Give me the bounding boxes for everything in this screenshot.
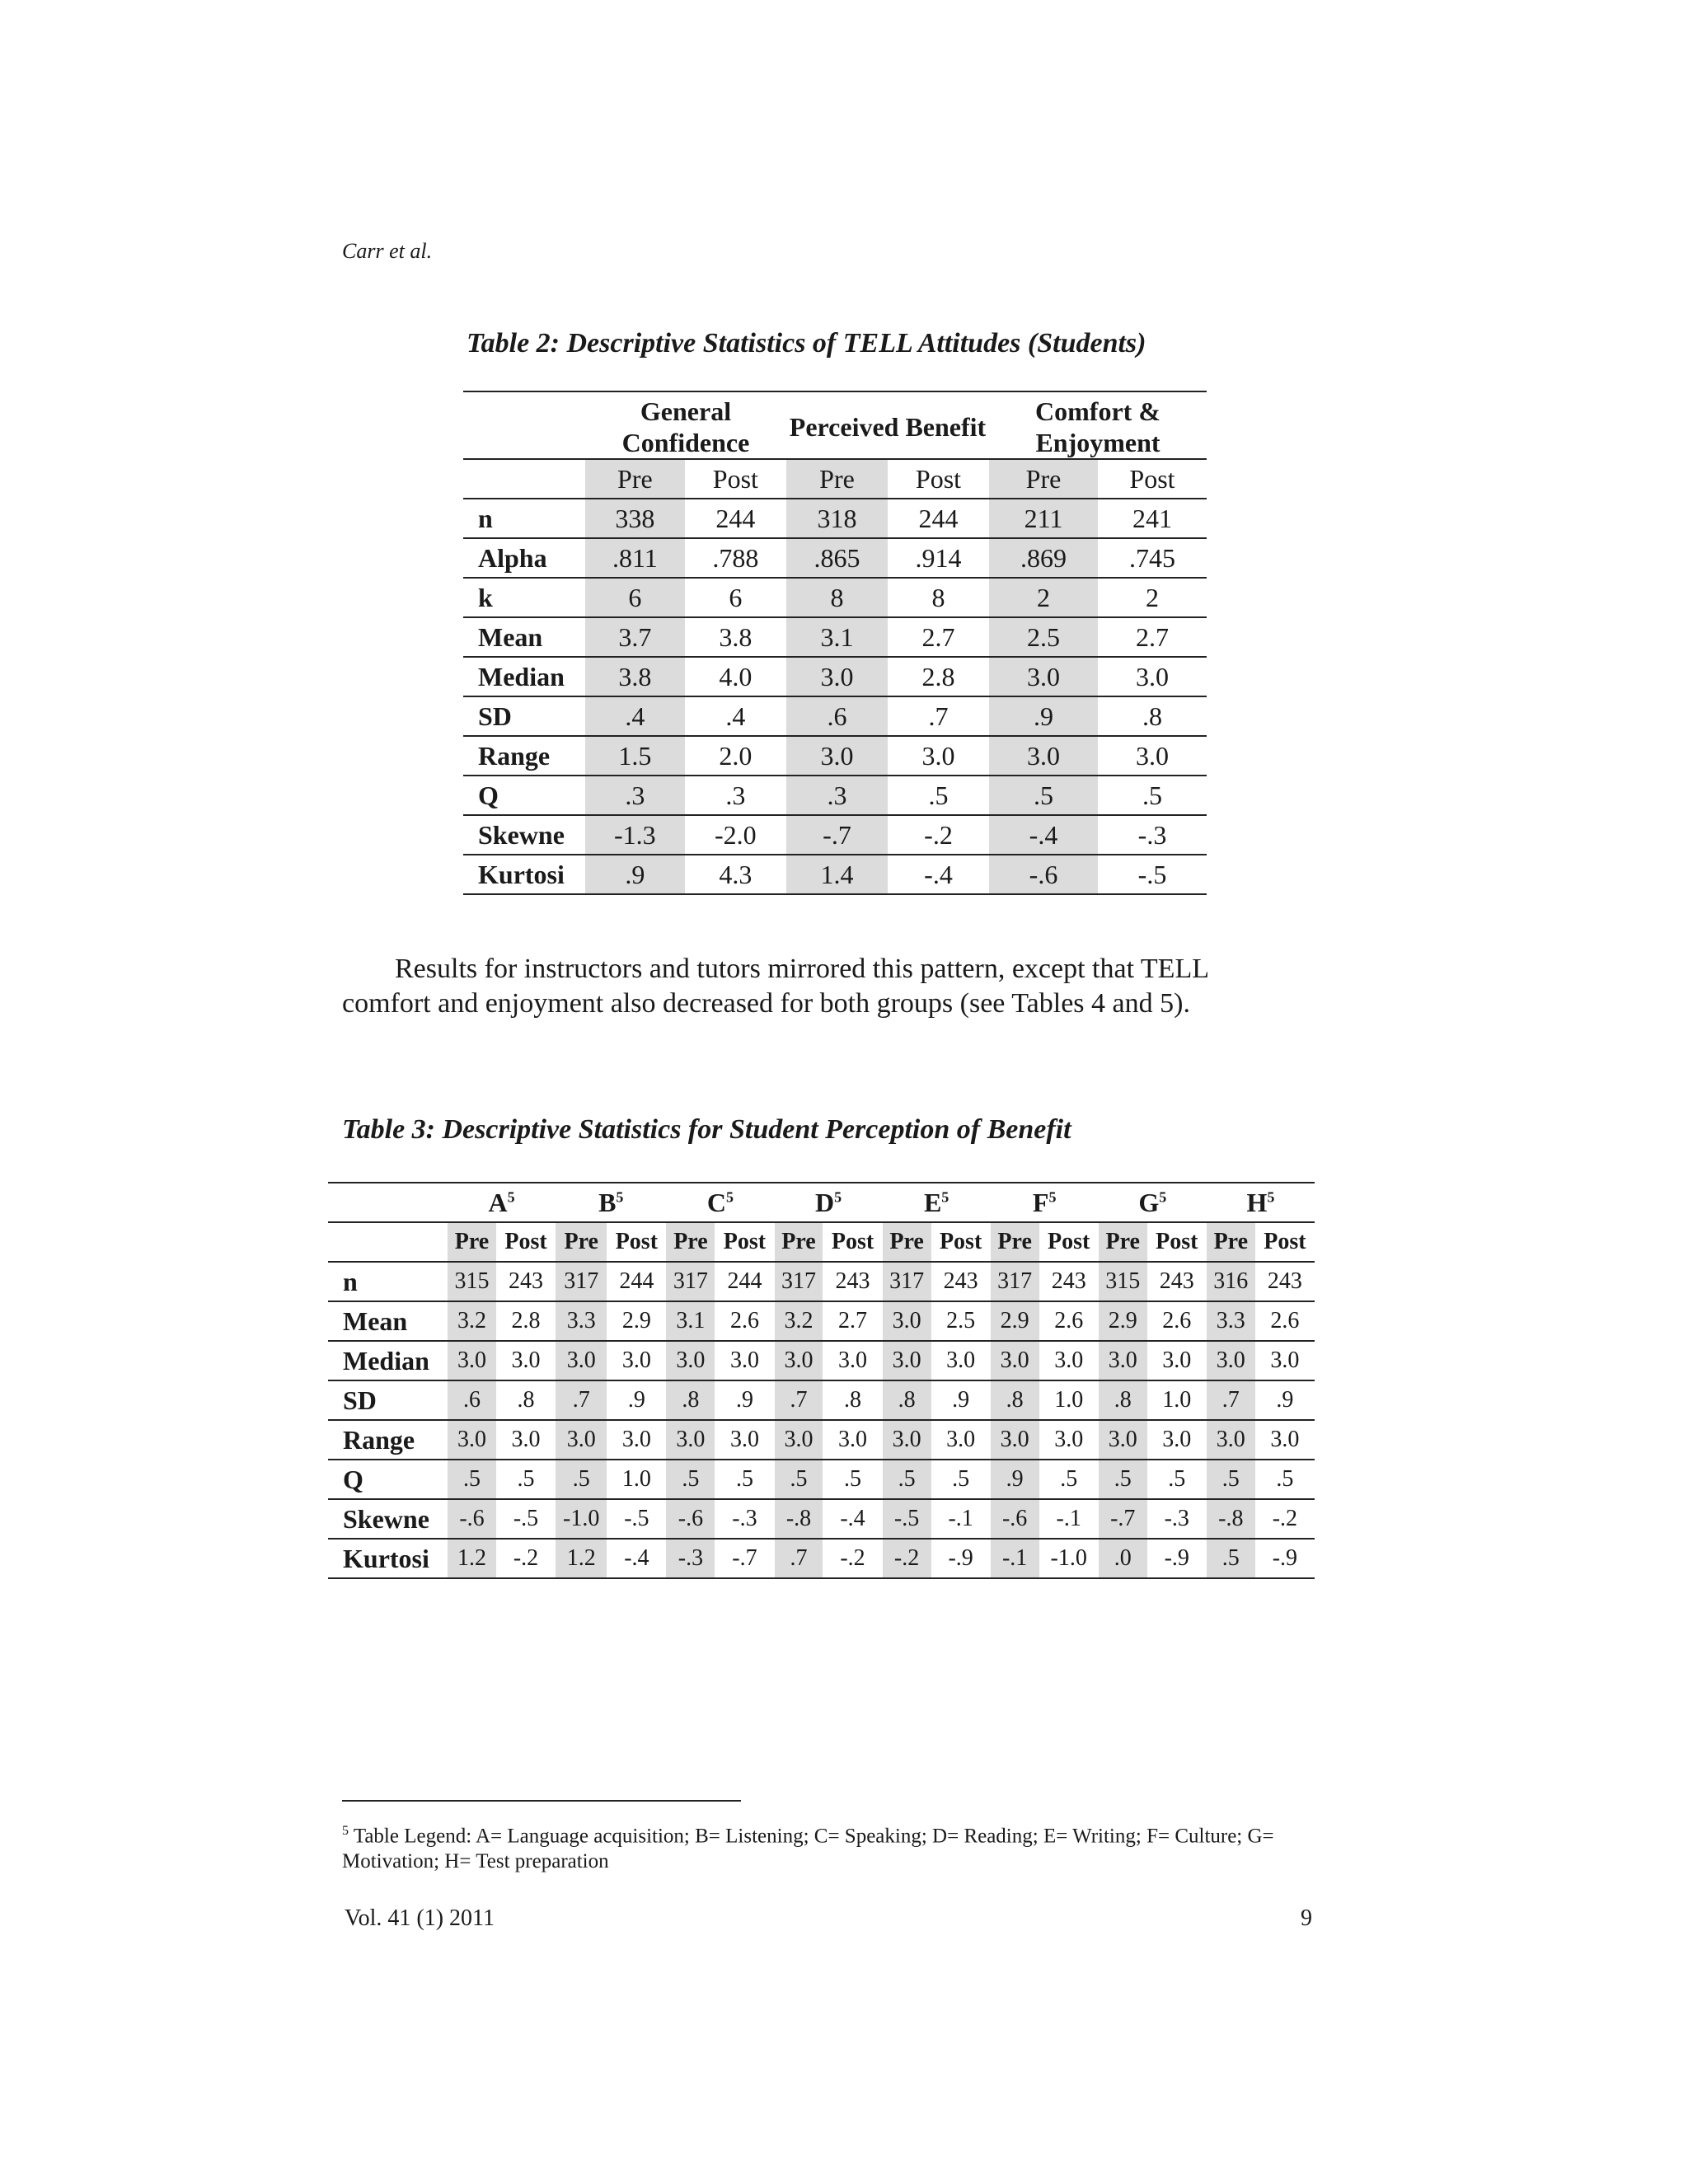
pre-post-label: Pre (775, 1222, 823, 1262)
pre-post-label: Post (1147, 1222, 1207, 1262)
table-cell: .5 (556, 1460, 607, 1499)
pre-post-label: Post (685, 459, 786, 499)
table-cell: 2.9 (607, 1301, 666, 1341)
footnote-text: Table Legend: A= Language acquisition; B= Listening; C= Speaking; D= Reading; E= Writing; F= Culture; G= Motivation; H= Test preparation (342, 1825, 1274, 1873)
table-cell: .9 (1255, 1380, 1315, 1420)
table-cell: .8 (823, 1380, 882, 1420)
page-number: 9 (1301, 1905, 1312, 1931)
table-cell: .5 (496, 1460, 556, 1499)
table-row (463, 815, 1207, 855)
sub-corner-cell (328, 1222, 448, 1262)
group-header (556, 1183, 666, 1222)
table-cell: 2.0 (685, 736, 786, 776)
pre-post-label: Pre (666, 1222, 715, 1262)
table-cell: 3.0 (883, 1301, 931, 1341)
group-label: G (1138, 1187, 1160, 1217)
table-cell: .811 (585, 538, 685, 578)
row-label: Kurtosi (463, 855, 585, 894)
table-cell: -.9 (1147, 1539, 1207, 1578)
table-cell: -.5 (496, 1499, 556, 1539)
table2 (463, 391, 1207, 895)
table-cell: 2 (1098, 578, 1207, 617)
table-cell: 3.0 (786, 736, 888, 776)
table-cell: 315 (1099, 1262, 1147, 1301)
table-cell: -1.3 (585, 815, 685, 855)
table-cell: .8 (1098, 696, 1207, 736)
table-cell: 3.0 (1039, 1420, 1099, 1460)
table-cell: 2.6 (1039, 1301, 1099, 1341)
corner-cell (328, 1183, 448, 1222)
table-cell: -.3 (1147, 1499, 1207, 1539)
table-cell: 3.0 (989, 736, 1098, 776)
table-cell: .5 (1039, 1460, 1099, 1499)
table-cell: .7 (888, 696, 989, 736)
group-header (1099, 1183, 1207, 1222)
group-header (1207, 1183, 1315, 1222)
table-cell: .6 (786, 696, 888, 736)
table-cell: 3.0 (607, 1420, 666, 1460)
table-row (463, 657, 1207, 696)
table-cell: 2.8 (496, 1301, 556, 1341)
table-cell: 1.4 (786, 855, 888, 894)
table-cell: -.1 (931, 1499, 991, 1539)
table-cell: .3 (786, 776, 888, 815)
table-cell: .9 (991, 1460, 1039, 1499)
table-cell: 243 (823, 1262, 882, 1301)
table-cell: 3.8 (585, 657, 685, 696)
table-cell: 3.0 (556, 1420, 607, 1460)
table-row (328, 1301, 1315, 1341)
group-header-row (328, 1183, 1315, 1222)
table-cell: -.7 (715, 1539, 774, 1578)
pre-post-header-row (328, 1222, 1315, 1262)
table-cell: 3.0 (1099, 1420, 1147, 1460)
table-cell: 3.0 (448, 1341, 496, 1380)
pre-post-label: Post (1255, 1222, 1315, 1262)
group-label: Perceived Benefit (789, 412, 987, 442)
table-cell: 3.2 (775, 1301, 823, 1341)
table-cell: 2.9 (1099, 1301, 1147, 1341)
row-label: Q (328, 1460, 448, 1499)
table-cell: .788 (685, 538, 786, 578)
table-cell: 1.2 (556, 1539, 607, 1578)
table-cell: 3.0 (1207, 1420, 1255, 1460)
table-cell: -.4 (888, 855, 989, 894)
table-cell: 3.7 (585, 617, 685, 657)
table-cell: 315 (448, 1262, 496, 1301)
table-cell: -1.0 (1039, 1539, 1099, 1578)
table-cell: .5 (931, 1460, 991, 1499)
table-cell: 3.0 (775, 1420, 823, 1460)
table-cell: .4 (685, 696, 786, 736)
group-label: A (488, 1187, 508, 1217)
table-cell: 2 (989, 578, 1098, 617)
pre-post-label: Post (1098, 459, 1207, 499)
table-cell: 316 (1207, 1262, 1255, 1301)
table-cell: 1.5 (585, 736, 685, 776)
table-cell: -.1 (991, 1539, 1039, 1578)
table-cell: -.1 (1039, 1499, 1099, 1539)
group-header (775, 1183, 883, 1222)
table-cell: -.5 (883, 1499, 931, 1539)
table-cell: 2.6 (1255, 1301, 1315, 1341)
table-cell: -.7 (1099, 1499, 1147, 1539)
row-label: n (328, 1262, 448, 1301)
group-header (666, 1183, 774, 1222)
table-cell: 3.0 (991, 1420, 1039, 1460)
pre-post-label: Pre (786, 459, 888, 499)
table-cell: -.6 (989, 855, 1098, 894)
table-cell: .5 (1099, 1460, 1147, 1499)
table-cell: 3.0 (448, 1420, 496, 1460)
row-label: Skewne (463, 815, 585, 855)
table-cell: 4.3 (685, 855, 786, 894)
table-row (463, 855, 1207, 894)
table-cell: 3.0 (1255, 1341, 1315, 1380)
group-footnote-marker: 5 (1048, 1188, 1057, 1205)
table-cell: -.3 (715, 1499, 774, 1539)
group-label: Comfort & Enjoyment (1035, 396, 1160, 457)
table-cell: 317 (991, 1262, 1039, 1301)
table-row (463, 538, 1207, 578)
table-cell: -.8 (1207, 1499, 1255, 1539)
table-cell: 3.0 (989, 657, 1098, 696)
paragraph-line-2: comfort and enjoyment also decreased for both groups (see Tables 4 and 5). (342, 988, 1190, 1019)
table-cell: -.7 (786, 815, 888, 855)
table-cell: -.2 (823, 1539, 882, 1578)
table-cell: .8 (883, 1380, 931, 1420)
table-cell: .3 (585, 776, 685, 815)
group-footnote-marker: 5 (726, 1188, 734, 1205)
table-cell: 3.3 (556, 1301, 607, 1341)
table-cell: .9 (715, 1380, 774, 1420)
table-row (463, 578, 1207, 617)
table-cell: 3.0 (715, 1341, 774, 1380)
table-cell: 318 (786, 499, 888, 538)
pre-post-label: Pre (556, 1222, 607, 1262)
row-label: Kurtosi (328, 1539, 448, 1578)
table-cell: 3.0 (1255, 1420, 1315, 1460)
table-cell: .5 (448, 1460, 496, 1499)
table-cell: .869 (989, 538, 1098, 578)
table-cell: -.9 (1255, 1539, 1315, 1578)
table-cell: .5 (666, 1460, 715, 1499)
table-cell: 2.6 (715, 1301, 774, 1341)
table-row (463, 696, 1207, 736)
table-cell: 3.0 (1147, 1341, 1207, 1380)
table-cell: 3.0 (607, 1341, 666, 1380)
pre-post-label: Post (888, 459, 989, 499)
pre-post-header-row (463, 459, 1207, 499)
table-cell: .8 (1099, 1380, 1147, 1420)
table-row (328, 1460, 1315, 1499)
table-cell: 3.2 (448, 1301, 496, 1341)
table-cell: .5 (1207, 1460, 1255, 1499)
table-cell: -.6 (448, 1499, 496, 1539)
table-cell: 8 (786, 578, 888, 617)
table-cell: 317 (775, 1262, 823, 1301)
table-cell: 243 (931, 1262, 991, 1301)
group-label: General Confidence (621, 396, 750, 457)
table-cell: -.4 (823, 1499, 882, 1539)
table-cell: .9 (931, 1380, 991, 1420)
group-header (585, 391, 786, 459)
table-cell: 1.2 (448, 1539, 496, 1578)
row-label: Alpha (463, 538, 585, 578)
pre-post-label: Post (1039, 1222, 1099, 1262)
table-cell: .7 (775, 1380, 823, 1420)
sub-corner-cell (463, 459, 585, 499)
footnote (342, 1818, 1331, 1874)
table-cell: 243 (1039, 1262, 1099, 1301)
group-label: C (706, 1187, 727, 1217)
table-cell: 2.9 (991, 1301, 1039, 1341)
table-cell: -.5 (1098, 855, 1207, 894)
table3 (328, 1182, 1315, 1579)
row-label: Median (328, 1341, 448, 1380)
table-cell: 2.7 (823, 1301, 882, 1341)
table-cell: .7 (775, 1539, 823, 1578)
corner-cell (463, 391, 585, 459)
table-cell: .5 (715, 1460, 774, 1499)
group-label: H (1246, 1187, 1268, 1217)
table-cell: -.2 (888, 815, 989, 855)
group-header-row (463, 391, 1207, 459)
table-cell: -.2 (496, 1539, 556, 1578)
table-cell: 3.0 (1098, 736, 1207, 776)
table-cell: 2.5 (989, 617, 1098, 657)
table-cell: 244 (888, 499, 989, 538)
table-cell: -.4 (607, 1539, 666, 1578)
table-cell: 3.0 (715, 1420, 774, 1460)
table-cell: -.5 (607, 1499, 666, 1539)
row-label: Mean (463, 617, 585, 657)
table-cell: .5 (888, 776, 989, 815)
table-cell: .5 (775, 1460, 823, 1499)
table-cell: 243 (1147, 1262, 1207, 1301)
table-cell: .9 (585, 855, 685, 894)
body-paragraph (342, 952, 1331, 1021)
footnote-marker: 5 (342, 1824, 349, 1838)
table-cell: -2.0 (685, 815, 786, 855)
table-cell: 3.1 (786, 617, 888, 657)
table-cell: .9 (607, 1380, 666, 1420)
table-cell: .4 (585, 696, 685, 736)
table-cell: 243 (1255, 1262, 1315, 1301)
table-row (328, 1539, 1315, 1578)
table-cell: -.2 (1255, 1499, 1315, 1539)
table-cell: 3.0 (823, 1420, 882, 1460)
table-cell: .6 (448, 1380, 496, 1420)
table-cell: 317 (666, 1262, 715, 1301)
table3-caption: Table 3: Descriptive Statistics for Student Perception of Benefit (342, 1114, 1071, 1145)
table-cell: -.8 (775, 1499, 823, 1539)
table-cell: 2.6 (1147, 1301, 1207, 1341)
row-label: k (463, 578, 585, 617)
row-label: Skewne (328, 1499, 448, 1539)
table-cell: -1.0 (556, 1499, 607, 1539)
table-cell: -.3 (1098, 815, 1207, 855)
table-cell: -.6 (991, 1499, 1039, 1539)
table-row (328, 1420, 1315, 1460)
row-label: Median (463, 657, 585, 696)
table-cell: 3.0 (883, 1341, 931, 1380)
table-cell: 211 (989, 499, 1098, 538)
table-cell: 3.0 (1147, 1420, 1207, 1460)
table-cell: 243 (496, 1262, 556, 1301)
table-cell: 2.7 (888, 617, 989, 657)
table-cell: 3.0 (556, 1341, 607, 1380)
table-cell: .7 (1207, 1380, 1255, 1420)
table-cell: 6 (685, 578, 786, 617)
table-cell: 3.0 (931, 1420, 991, 1460)
row-label: Q (463, 776, 585, 815)
table-cell: -.9 (931, 1539, 991, 1578)
table-cell: .5 (1147, 1460, 1207, 1499)
table2-caption: Table 2: Descriptive Statistics of TELL Attitudes (Students) (467, 328, 1146, 359)
footer-volume: Vol. 41 (1) 2011 (345, 1905, 495, 1931)
table-cell: 244 (607, 1262, 666, 1301)
table-cell: 3.0 (786, 657, 888, 696)
table-cell: .0 (1099, 1539, 1147, 1578)
row-label: Range (328, 1420, 448, 1460)
pre-post-label: Pre (989, 459, 1098, 499)
table-cell: 2.7 (1098, 617, 1207, 657)
table-row (463, 776, 1207, 815)
table-cell: .5 (823, 1460, 882, 1499)
table-cell: 3.0 (1099, 1341, 1147, 1380)
group-header (991, 1183, 1099, 1222)
pre-post-label: Post (496, 1222, 556, 1262)
pre-post-label: Post (607, 1222, 666, 1262)
table-cell: .5 (1255, 1460, 1315, 1499)
pre-post-label: Pre (991, 1222, 1039, 1262)
table-cell: 3.0 (775, 1341, 823, 1380)
group-label: F (1032, 1187, 1049, 1217)
pre-post-label: Pre (1099, 1222, 1147, 1262)
table-cell: .865 (786, 538, 888, 578)
row-label: n (463, 499, 585, 538)
table-cell: 244 (685, 499, 786, 538)
table-cell: 3.0 (991, 1341, 1039, 1380)
table-row (463, 499, 1207, 538)
table-cell: .745 (1098, 538, 1207, 578)
table-cell: 317 (556, 1262, 607, 1301)
pre-post-label: Post (931, 1222, 991, 1262)
pre-post-label: Pre (585, 459, 685, 499)
table-cell: 3.0 (496, 1420, 556, 1460)
table-cell: 3.1 (666, 1301, 715, 1341)
table-cell: 244 (715, 1262, 774, 1301)
table-cell: 3.0 (888, 736, 989, 776)
table-cell: .5 (1207, 1539, 1255, 1578)
running-header-author: Carr et al. (342, 239, 433, 263)
table-cell: .914 (888, 538, 989, 578)
group-label: B (598, 1187, 617, 1217)
group-footnote-marker: 5 (507, 1188, 515, 1205)
table-row (328, 1262, 1315, 1301)
row-label: Range (463, 736, 585, 776)
table-cell: 317 (883, 1262, 931, 1301)
table-row (328, 1341, 1315, 1380)
group-footnote-marker: 5 (834, 1188, 842, 1205)
table-cell: 3.8 (685, 617, 786, 657)
row-label: SD (328, 1380, 448, 1420)
pre-post-label: Pre (883, 1222, 931, 1262)
table-cell: -.4 (989, 815, 1098, 855)
table-cell: .5 (1098, 776, 1207, 815)
table-cell: 1.0 (1039, 1380, 1099, 1420)
group-header (989, 391, 1207, 459)
table-cell: .5 (989, 776, 1098, 815)
table-cell: 3.0 (931, 1341, 991, 1380)
table-cell: 2.5 (931, 1301, 991, 1341)
pre-post-label: Post (715, 1222, 774, 1262)
table-cell: 4.0 (685, 657, 786, 696)
group-header (448, 1183, 556, 1222)
table-cell: 3.0 (1039, 1341, 1099, 1380)
table-cell: .8 (991, 1380, 1039, 1420)
table-cell: 1.0 (607, 1460, 666, 1499)
group-footnote-marker: 5 (941, 1188, 950, 1205)
table-cell: 3.0 (1207, 1341, 1255, 1380)
table-cell: .8 (496, 1380, 556, 1420)
table-cell: -.6 (666, 1499, 715, 1539)
group-footnote-marker: 5 (616, 1188, 624, 1205)
table-cell: .8 (666, 1380, 715, 1420)
table-cell: 6 (585, 578, 685, 617)
table-cell: 3.0 (666, 1420, 715, 1460)
table-cell: .3 (685, 776, 786, 815)
table-cell: 8 (888, 578, 989, 617)
table-row (328, 1499, 1315, 1539)
table-cell: 3.3 (1207, 1301, 1255, 1341)
table-cell: 3.0 (883, 1420, 931, 1460)
table-cell: .7 (556, 1380, 607, 1420)
table-cell: 2.8 (888, 657, 989, 696)
table-cell: -.3 (666, 1539, 715, 1578)
table-cell: 241 (1098, 499, 1207, 538)
table-row (328, 1380, 1315, 1420)
table-cell: 3.0 (1098, 657, 1207, 696)
table-cell: 1.0 (1147, 1380, 1207, 1420)
row-label: Mean (328, 1301, 448, 1341)
paragraph-line-1: Results for instructors and tutors mirrored this pattern, except that TELL (395, 954, 1209, 984)
table-cell: 338 (585, 499, 685, 538)
table-cell: 3.0 (496, 1341, 556, 1380)
pre-post-label: Pre (448, 1222, 496, 1262)
pre-post-label: Post (823, 1222, 882, 1262)
group-footnote-marker: 5 (1267, 1188, 1275, 1205)
table-row (463, 617, 1207, 657)
table-cell: .5 (883, 1460, 931, 1499)
table-cell: 3.0 (666, 1341, 715, 1380)
pre-post-label: Pre (1207, 1222, 1255, 1262)
table-row (463, 736, 1207, 776)
group-footnote-marker: 5 (1159, 1188, 1167, 1205)
table-cell: .9 (989, 696, 1098, 736)
footnote-rule (342, 1800, 741, 1802)
group-label: D (814, 1187, 835, 1217)
group-header (786, 391, 989, 459)
row-label: SD (463, 696, 585, 736)
group-label: E (923, 1187, 942, 1217)
table-cell: 3.0 (823, 1341, 882, 1380)
group-header (883, 1183, 991, 1222)
table-cell: -.2 (883, 1539, 931, 1578)
